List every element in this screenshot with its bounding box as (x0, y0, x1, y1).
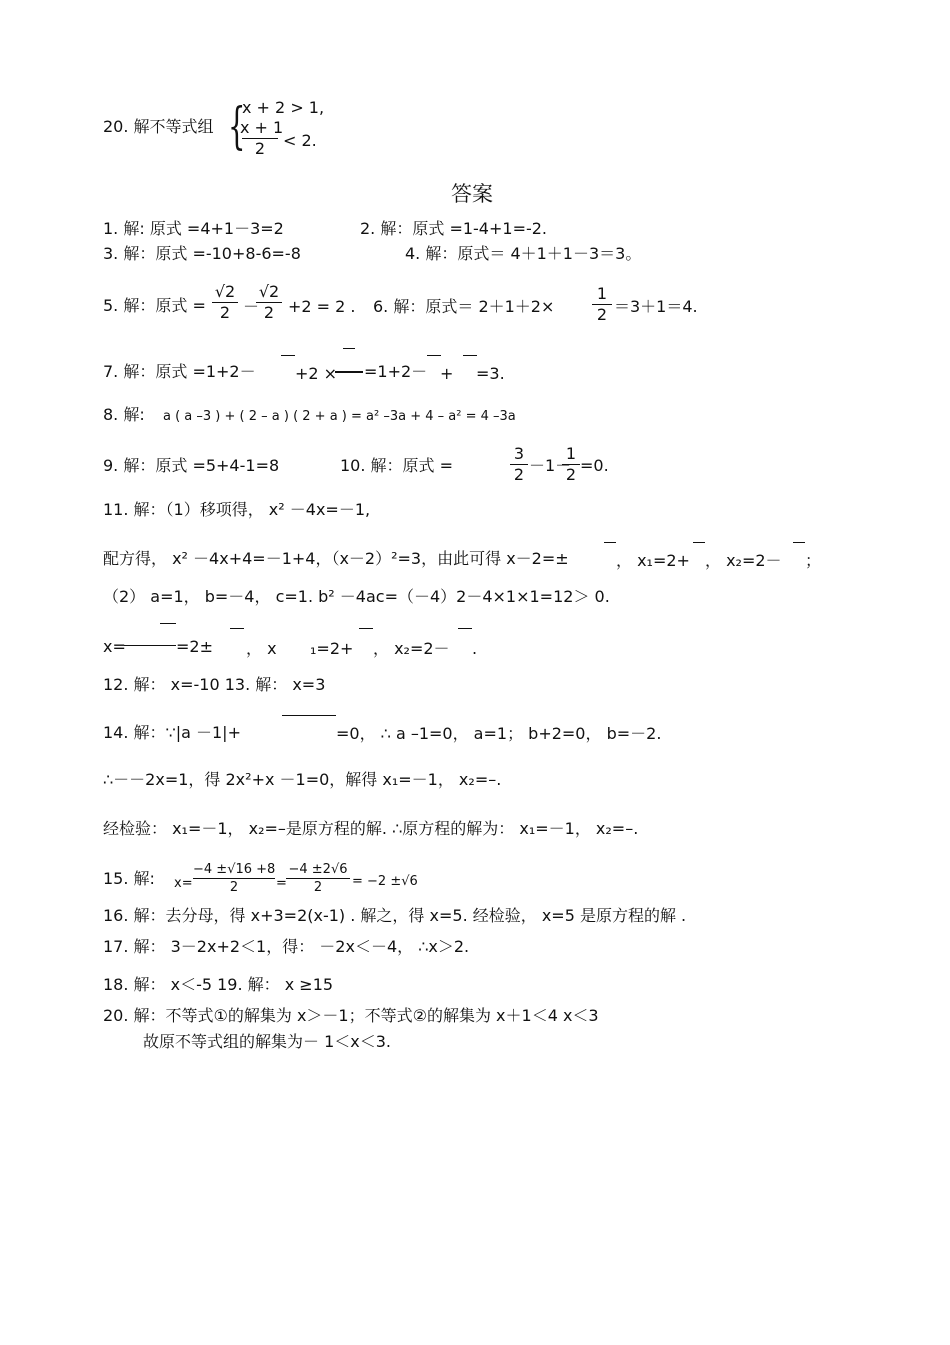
answer-10-f2-den: 2 (565, 465, 577, 484)
answer-11-line-4e: ， x₂=2－ (373, 639, 450, 658)
answer-10-f1-num: 3 (513, 444, 525, 463)
answer-7-fraction-bar (335, 371, 363, 373)
answer-3: 3. 解：原式 =-10+8-6=-8 (103, 244, 301, 263)
answer-5-minus: － (243, 297, 260, 316)
answer-6-fraction (592, 284, 612, 325)
answer-10-f1-den: 2 (513, 465, 525, 484)
answer-10-tail: =0. (580, 456, 609, 475)
answer-6-f-num: 1 (596, 284, 608, 303)
q20-line1: x + 2 > 1, (242, 98, 325, 117)
answer-14-line-2: ∴－－2x=1，得 2x²+x －1=0，解得 x₁=－1， x₂=–. (103, 770, 502, 789)
answer-11-line-2c: ， x₂=2－ (705, 551, 782, 570)
answer-11-line-4b: =2± (176, 637, 213, 656)
q20-frac-den: 2 (254, 139, 266, 158)
answer-5-fraction-1 (212, 282, 238, 323)
answer-15-eq: = (276, 876, 287, 891)
answer-11-line-4c: ， x (246, 639, 277, 658)
answer-15-f1-num: −4 ±√16 +8 (193, 862, 276, 877)
answer-5-f2-den: 2 (263, 303, 275, 322)
answer-15-label: 15. 解: (103, 869, 155, 888)
answer-11-line-2b: ， x₁=2+ (616, 551, 690, 570)
answer-11-line-3: （2） a=1， b=－4， c=1. b² －4ac=（－4）2－4×1×1=12＞ 0. (103, 587, 610, 606)
answer-14-line-1a: 14. 解：∵|a －1|+ (103, 723, 241, 742)
answer-4: 4. 解：原式＝ 4＋1＋1－3＝3。 (405, 244, 642, 263)
answer-7-p2: +2 × (295, 364, 338, 383)
answer-11-mark-5 (230, 628, 244, 629)
q20-fraction (240, 118, 284, 159)
answer-10-f2-num: 1 (565, 444, 577, 463)
answer-10-fraction-2 (562, 444, 580, 485)
answer-7-mark-1 (281, 355, 295, 356)
answer-10-fraction-1 (510, 444, 528, 485)
answer-6-f-den: 2 (596, 305, 608, 324)
q20-label: 20. 解不等式组 (103, 117, 214, 136)
answer-11-line-2a: 配方得， x² －4x+4=－1+4，（x－2）²=3，由此可得 x－2=± (103, 549, 569, 568)
answer-16: 16. 解：去分母，得 x+3=2(x-1) . 解之，得 x=5. 经检验， x=5 是原方程的解 . (103, 906, 687, 925)
answer-5-tail: +2 = 2 . (288, 297, 356, 316)
answer-12-13: 12. 解： x=-10 13. 解： x=3 (103, 675, 326, 694)
answer-5-f1-den: 2 (219, 303, 231, 322)
answer-7-p4: + (440, 364, 454, 383)
answer-20-line-1: 20. 解：不等式①的解集为 x＞－1；不等式②的解集为 x＋1＜4 x＜3 (103, 1006, 599, 1025)
answer-7-p1: 7. 解：原式 =1+2－ (103, 362, 256, 381)
answer-6-tail: ＝3＋1＝4. (614, 297, 698, 316)
answer-15-x: x= (174, 876, 193, 891)
answer-8-label: 8. 解: (103, 405, 145, 424)
q20-line2-tail: < 2. (283, 131, 317, 150)
answer-17: 17. 解： 3－2x+2＜1，得： －2x＜－4， ∴x＞2. (103, 937, 470, 956)
answer-15-f1-den: 2 (229, 880, 239, 895)
answer-5-fraction-2 (256, 282, 282, 323)
answer-11-mark-1 (604, 542, 616, 543)
answer-5-prefix: 5. 解：原式 = (103, 296, 206, 315)
answer-9: 9. 解：原式 =5+4-1=8 (103, 456, 280, 475)
answer-11-mark-4 (160, 623, 176, 624)
answer-7-p5: =3. (476, 364, 505, 383)
answer-11-line-4a: x= (103, 637, 126, 656)
answer-11-line-2d: ； (805, 551, 822, 570)
answer-14-line-3: 经检验： x₁=－1， x₂=–是原方程的解. ∴原方程的解为： x₁=－1， x₂=–. (103, 819, 639, 838)
answer-7-mark-2 (343, 348, 355, 349)
answer-11-mark-3 (793, 542, 805, 543)
answer-6-prefix: 6. 解：原式＝ 2＋1＋2× (373, 297, 555, 316)
answer-8-expression: a ( a –3 ) + ( 2 – a ) ( 2 + a ) = a² –3a + 4 – a² = 4 –3a (163, 409, 516, 424)
answer-15-tail: = −2 ±√6 (352, 874, 418, 889)
answer-11-mark-7 (458, 628, 472, 629)
answer-15-f2-den: 2 (313, 880, 323, 895)
answer-11-mark-2 (693, 542, 705, 543)
answer-2: 2. 解：原式 =1-4+1=-2. (360, 219, 548, 238)
answer-20-line-2: 故原不等式组的解集为－ 1＜x＜3. (143, 1032, 392, 1051)
answer-5-f2-num: √2 (258, 282, 280, 301)
answer-11-mark-6 (359, 628, 373, 629)
answer-11-line-4d: ₁=2+ (310, 639, 354, 658)
answer-1: 1. 解: 原式 =4+1－3=2 (103, 219, 284, 238)
system-brace: { (228, 97, 246, 155)
answer-11-fraction-bar (124, 645, 176, 646)
answer-14-radical-bar (282, 715, 336, 716)
answer-15-fraction-1 (193, 861, 275, 896)
answer-7-mark-3 (427, 355, 441, 356)
answers-title: 答案 (451, 182, 493, 206)
answer-14-line-1b: =0， ∴ a –1=0， a=1； b+2=0， b=－2. (336, 724, 662, 743)
answer-10-mid: －1－ (529, 456, 572, 475)
answer-5-f1-num: √2 (214, 282, 236, 301)
answer-11-line-4f: . (472, 639, 478, 658)
answer-18-19: 18. 解： x＜-5 19. 解： x ≥15 (103, 975, 334, 994)
answer-10-prefix: 10. 解：原式 = (340, 456, 454, 475)
answer-15-fraction-2 (286, 861, 350, 896)
q20-frac-num: x + 1 (240, 118, 284, 137)
answer-7-mark-4 (463, 355, 477, 356)
answer-15-f2-num: −4 ±2√6 (288, 862, 348, 877)
answer-11-line-1: 11. 解：（1）移项得， x² －4x=－1, (103, 500, 371, 519)
answer-7-p3: =1+2－ (364, 362, 428, 381)
